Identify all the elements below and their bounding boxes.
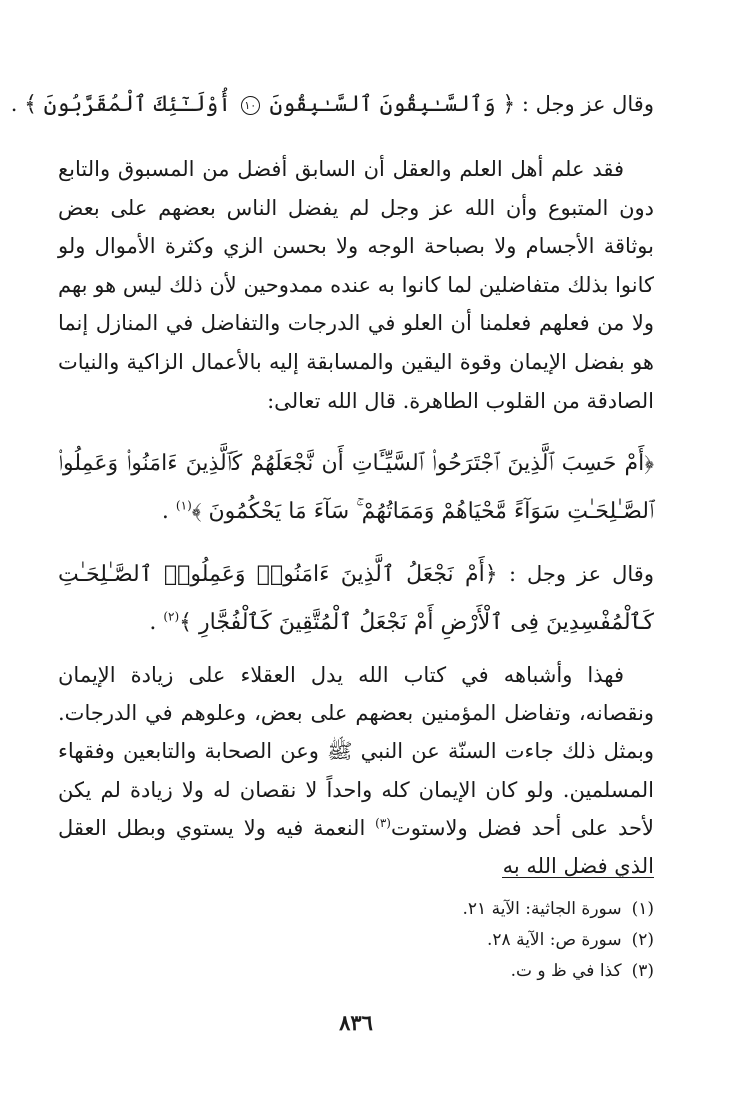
footnote-item bbox=[58, 894, 654, 925]
verse-1-end: . bbox=[161, 499, 176, 524]
page-number: ٨٣٦ bbox=[339, 1010, 373, 1035]
verse-2-text: أَمْ نَجْعَلُ ٱلَّذِينَ ءَامَنُوا۟ وَعَمِلُوا۟ ٱلصَّـٰلِحَـٰتِ كَٱلْمُفْسِدِينَ فِى ٱلْأَرْضِ أَمْ نَجْعَلُ ٱلْمُتَّقِينَ كَٱلْفُجَّارِ bbox=[58, 562, 654, 635]
footnote-number: (٣) bbox=[631, 961, 654, 981]
footnote-text: سورة الجاثية: الآية ٢١. bbox=[462, 899, 622, 919]
paragraph-2-text-b: النعمة فيه ولا يستوي وبطل العقل الذي فضل الله به bbox=[58, 815, 654, 879]
verse-2-close-bracket: ﴾ bbox=[179, 610, 193, 635]
footnote-ref-2[interactable]: (٢) bbox=[163, 609, 180, 624]
footnote-ref-1[interactable]: (١) bbox=[175, 498, 192, 513]
paragraph-2-text-a: فهذا وأشباهه في كتاب الله يدل العقلاء على زيادة الإيمان ونقصانه، وتفاضل المؤمنين بعضهم على بعض، وعلوهم في الدرجات. وبمثل ذلك جاءت السنّة عن النبي ﷺ وعن الصحابة والتابعين وفقهاء المسلمين. ولو كان الإيمان كله واحداً لا نقصان له ولا زيادة لم يكن لأحد على أحد فضل ولاستوت bbox=[58, 663, 654, 840]
intro-lead: وقال عز وجل : bbox=[521, 92, 654, 116]
ayah-number-marker: ١٠ bbox=[241, 96, 260, 115]
verse-block-2 bbox=[58, 550, 654, 647]
verse-block-1 bbox=[58, 440, 654, 536]
quran-close-bracket: ﴾ bbox=[24, 92, 37, 117]
verse-2-lead: وقال عز وجل : bbox=[508, 562, 654, 586]
footnote-divider bbox=[502, 877, 654, 878]
footnote-item bbox=[58, 925, 654, 956]
verse-1-open-bracket: ﴿ bbox=[644, 451, 654, 476]
paragraph-2 bbox=[58, 656, 654, 885]
verse-2-open-bracket: ﴿ bbox=[484, 562, 498, 587]
footnote-item bbox=[58, 956, 654, 987]
footnote-text: كذا في ظ و ت. bbox=[510, 961, 622, 981]
footnote-number: (١) bbox=[631, 899, 654, 919]
quran-open-bracket: ﴿ bbox=[502, 92, 516, 117]
verse-2-end: . bbox=[149, 610, 164, 635]
intro-end: . bbox=[10, 92, 18, 116]
footnotes-list bbox=[58, 894, 654, 987]
book-page bbox=[10, 0, 654, 1108]
verse-1-close-bracket: ﴾ bbox=[191, 499, 202, 524]
intro-line bbox=[10, 86, 654, 123]
footnote-ref-3[interactable]: (٣) bbox=[375, 815, 391, 830]
quran-text-a: وَٱلسَّـٰبِقُونَ ٱلسَّـٰبِقُونَ bbox=[269, 92, 496, 117]
paragraph-1-text: فقد علم أهل العلم والعقل أن السابق أفضل من المسبوق والتابع دون المتبوع وأن الله عز وجل لم يفضل الناس بعضهم على بعض بوثاقة الأجسام ولا بصباحة الوجه ولا بحسن الزي وكثرة الأموال ولو كانوا بذلك متفاضلين لما كانوا به عنده ممدوحين لأن ذلك ليس هو بهم ولا من فعلهم فعلمنا أن العلو في الدرجات والتفاضل في المنازل إنما هو بفضل الإيمان وقوة اليقين والمسابقة إليه بالأعمال الزاكية والنيات الصادقة من القلوب الطاهرة. قال الله تعالى: bbox=[58, 157, 654, 413]
verse-1-text: أَمْ حَسِبَ ٱلَّذِينَ ٱجْتَرَحُوا۟ ٱلسَّيِّـَٔاتِ أَن نَّجْعَلَهُمْ كَٱلَّذِينَ ءَامَنُوا۟ وَعَمِلُوا۟ ٱلصَّـٰلِحَـٰتِ سَوَآءً مَّحْيَاهُمْ وَمَمَاتُهُمْ ۚ سَآءَ مَا يَحْكُمُونَ bbox=[58, 451, 654, 524]
footnote-text: سورة ص: الآية ٢٨. bbox=[487, 930, 622, 950]
footnote-number: (٢) bbox=[631, 930, 654, 950]
quran-text-b: أُوْلَـٰٓئِكَ ٱلْمُقَرَّبُونَ bbox=[43, 92, 232, 117]
paragraph-1 bbox=[58, 150, 654, 420]
